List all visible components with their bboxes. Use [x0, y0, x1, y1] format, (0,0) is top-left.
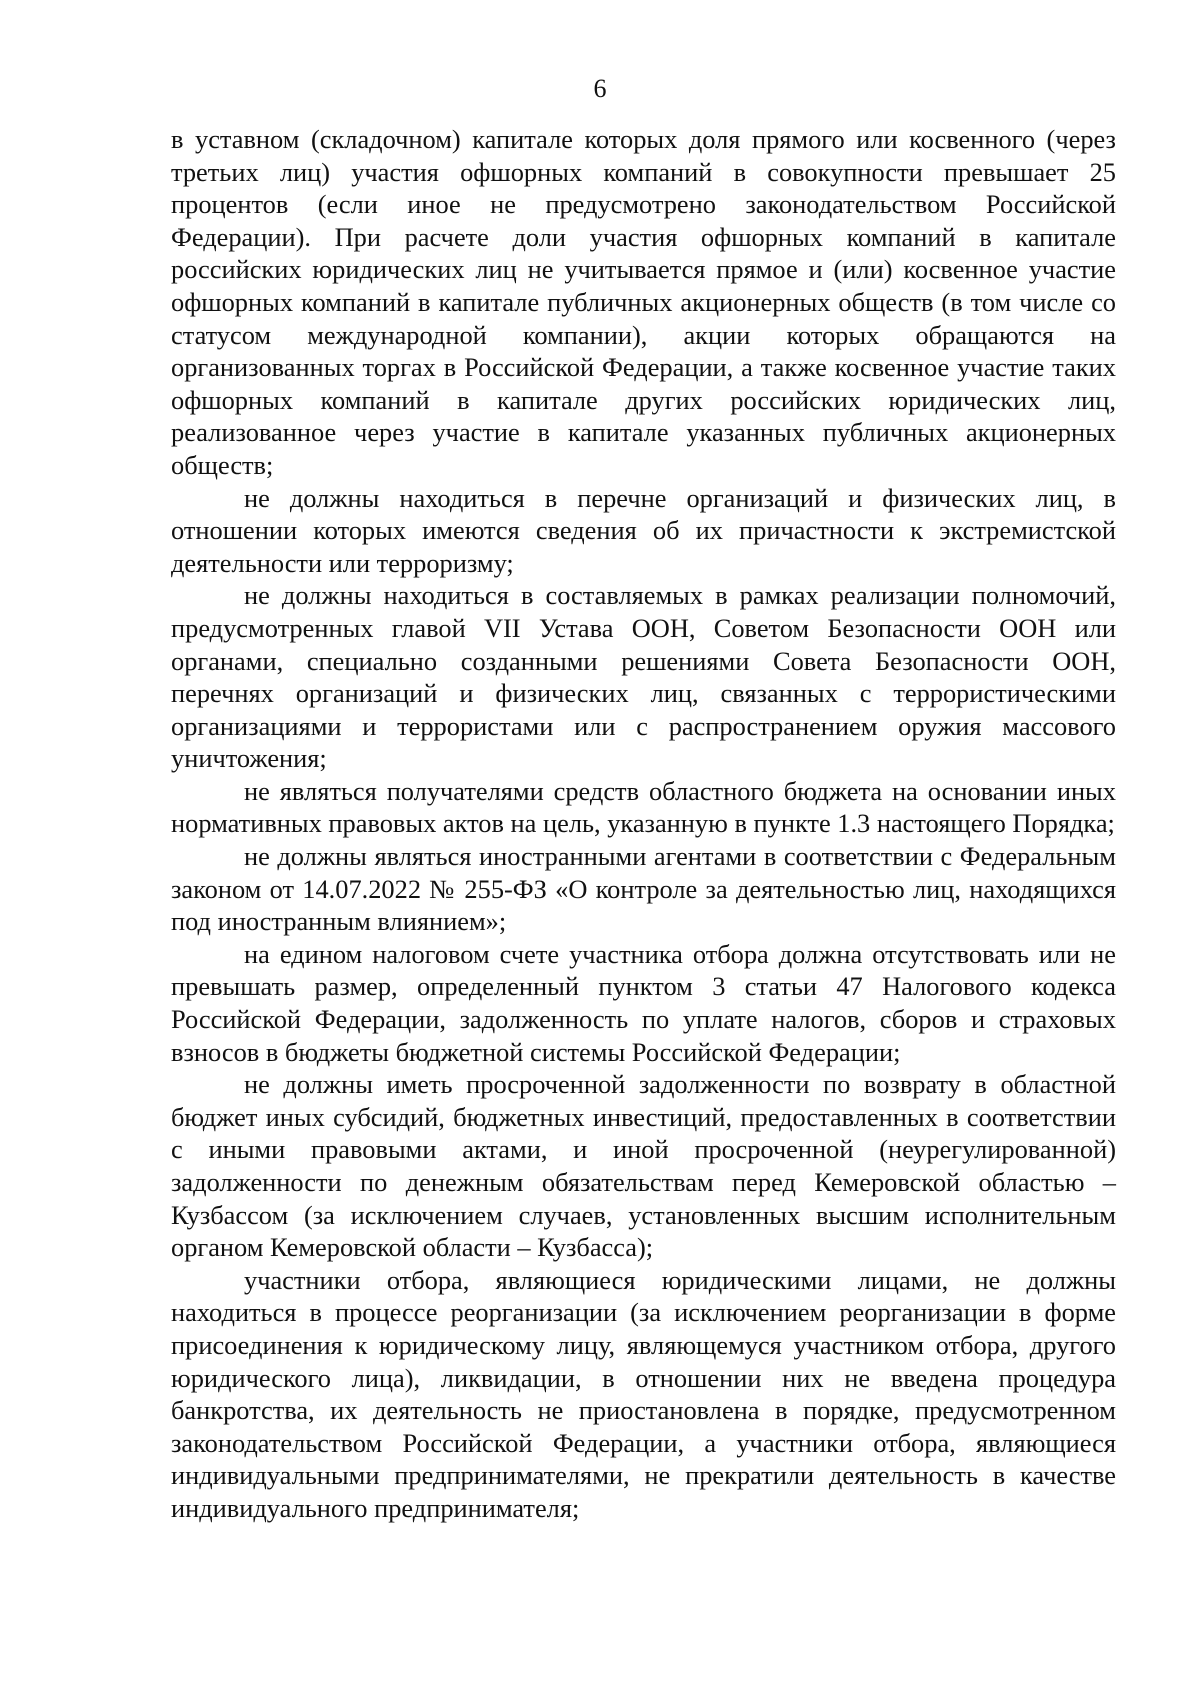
paragraph-reorganization-liquidation: участники отбора, являющиеся юридическими лицами, не должны находиться в процессе реорганизации (за исключением реорганизации в форме присоединения к юридическому лицу, являющемуся участником отбора, другого юридического лица), ликвидации, в отношении них не введена процедура банкротства, их деятельность не приостановлена в порядке, предусмотренном законодательством Российской Федерации, а участники отбора, являющиеся индивидуальными предпринимателями, не прекратили деятельность в качестве индивидуального предпринимателя;	[171, 1264, 1116, 1523]
paragraph-overdue-debt: не должны иметь просроченной задолженности по возврату в областной бюджет иных субсидий, бюджетных инвестиций, предоставленных в соответствии с иными правовыми актами, и иной просроченной (неурегулированной) задолженности по денежным обязательствам перед Кемеровской областью – Кузбассом (за исключением случаев, установленных высшим исполнительным органом Кемеровской области – Кузбасса);	[171, 1069, 1116, 1263]
paragraph-extremism-list: не должны находиться в перечне организаций и физических лиц, в отношении которых имеются сведения об их причастности к экстремистской деятельности или терроризму;	[171, 482, 1116, 578]
page-number: 6	[593, 74, 607, 103]
paragraph-foreign-agents: не должны являться иностранными агентами в соответствии с Федеральным законом от 14.07.2022 № 255-ФЗ «О контроле за деятельностью лиц, находящихся под иностранным влиянием»;	[171, 841, 1116, 937]
document-body	[171, 123, 1116, 1525]
paragraph-continuation: в уставном (складочном) капитале которых доля прямого или косвенного (через третьих лиц) участия офшорных компаний в совокупности превышает 25 процентов (если иное не предусмотрено законодательством Российской Федерации). При расчете доли участия офшорных компаний в капитале российских юридических лиц не учитывается прямое и (или) косвенное участие офшорных компаний в капитале публичных акционерных обществ (в том числе со статусом международной компании), акции которых обращаются на организованных торгах в Российской Федерации, а также косвенное участие таких офшорных компаний в капитале других российских юридических лиц, реализованное через участие в капитале указанных публичных акционерных обществ;	[171, 124, 1116, 480]
paragraph-un-security-council-lists: не должны находиться в составляемых в рамках реализации полномочий, предусмотренных главой VII Устава ООН, Советом Безопасности ООН или органами, специально созданными решениями Совета Безопасности ООН, перечнях организаций и физических лиц, связанных с террористическими организациями и террористами или с распространением оружия массового уничтожения;	[171, 580, 1116, 774]
paragraph-tax-account-debt: на едином налоговом счете участника отбора должна отсутствовать или не превышать размер, определенный пунктом 3 статьи 47 Налогового кодекса Российской Федерации, задолженность по уплате налогов, сборов и страховых взносов в бюджеты бюджетной системы Российской Федерации;	[171, 938, 1116, 1067]
paragraph-regional-budget-funds: не являться получателями средств областного бюджета на основании иных нормативных правовых актов на цель, указанную в пункте 1.3 настоящего Порядка;	[171, 775, 1116, 839]
